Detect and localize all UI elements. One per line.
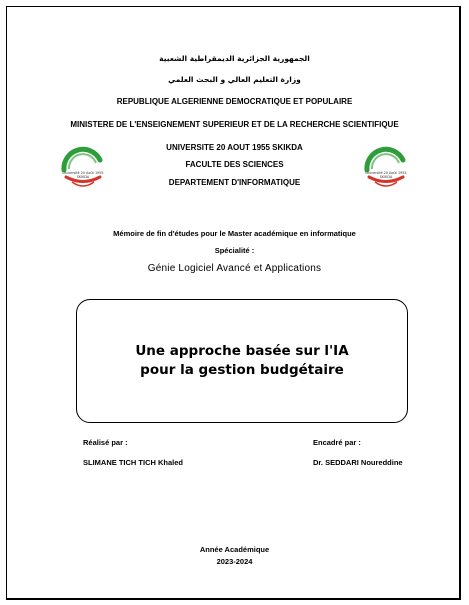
specialite-label: Spécialité : bbox=[214, 246, 255, 255]
university-line: UNIVERSITE 20 AOUT 1955 SKIKDA bbox=[166, 143, 303, 152]
republic-line: REPUBLIQUE ALGERIENNE DEMOCRATIQUE ET POPULAIRE bbox=[116, 97, 353, 106]
faculty-line: FACULTE DES SCIENCES bbox=[185, 160, 284, 169]
arabic-ministry-line: وزارة التعليم العالي و البحث العلمي bbox=[168, 75, 301, 84]
svg-text:SKIKDA: SKIKDA bbox=[379, 175, 393, 179]
university-logo-left bbox=[60, 146, 106, 192]
academic-year-label: Année Académique bbox=[199, 545, 270, 554]
ministry-line: MINISTERE DE L'ENSEIGNEMENT SUPERIEUR ET DE LA RECHERCHE SCIENTIFIQUE bbox=[70, 120, 399, 129]
student-name: SLIMANE TICH TICH Khaled bbox=[83, 458, 184, 467]
supervisor-name: Dr. SEDDARI Noureddine bbox=[313, 458, 403, 467]
svg-text:SKIKDA: SKIKDA bbox=[76, 175, 90, 179]
academic-year: 2023-2024 bbox=[216, 557, 253, 566]
specialite-value: Génie Logiciel Avancé et Applications bbox=[147, 263, 322, 274]
svg-text:Université 20 Août 1955: Université 20 Août 1955 bbox=[62, 171, 104, 175]
memoire-line: Mémoire de fin d'études pour le Master académique en informatique bbox=[113, 229, 356, 238]
thesis-title: Une approche basée sur l'IA pour la gestion budgétaire bbox=[135, 343, 349, 378]
university-logo-right bbox=[363, 146, 409, 192]
svg-text:Université 20 Août 1955: Université 20 Août 1955 bbox=[365, 171, 407, 175]
arabic-republic-line: الجمهورية الجزائرية الديمقراطية الشعبية bbox=[159, 54, 310, 63]
realise-par-label: Réalisé par : bbox=[83, 438, 128, 447]
department-line: DEPARTEMENT D'INFORMATIQUE bbox=[168, 178, 301, 187]
thesis-title-box bbox=[76, 299, 408, 423]
encadre-par-label: Encadré par : bbox=[313, 438, 361, 447]
